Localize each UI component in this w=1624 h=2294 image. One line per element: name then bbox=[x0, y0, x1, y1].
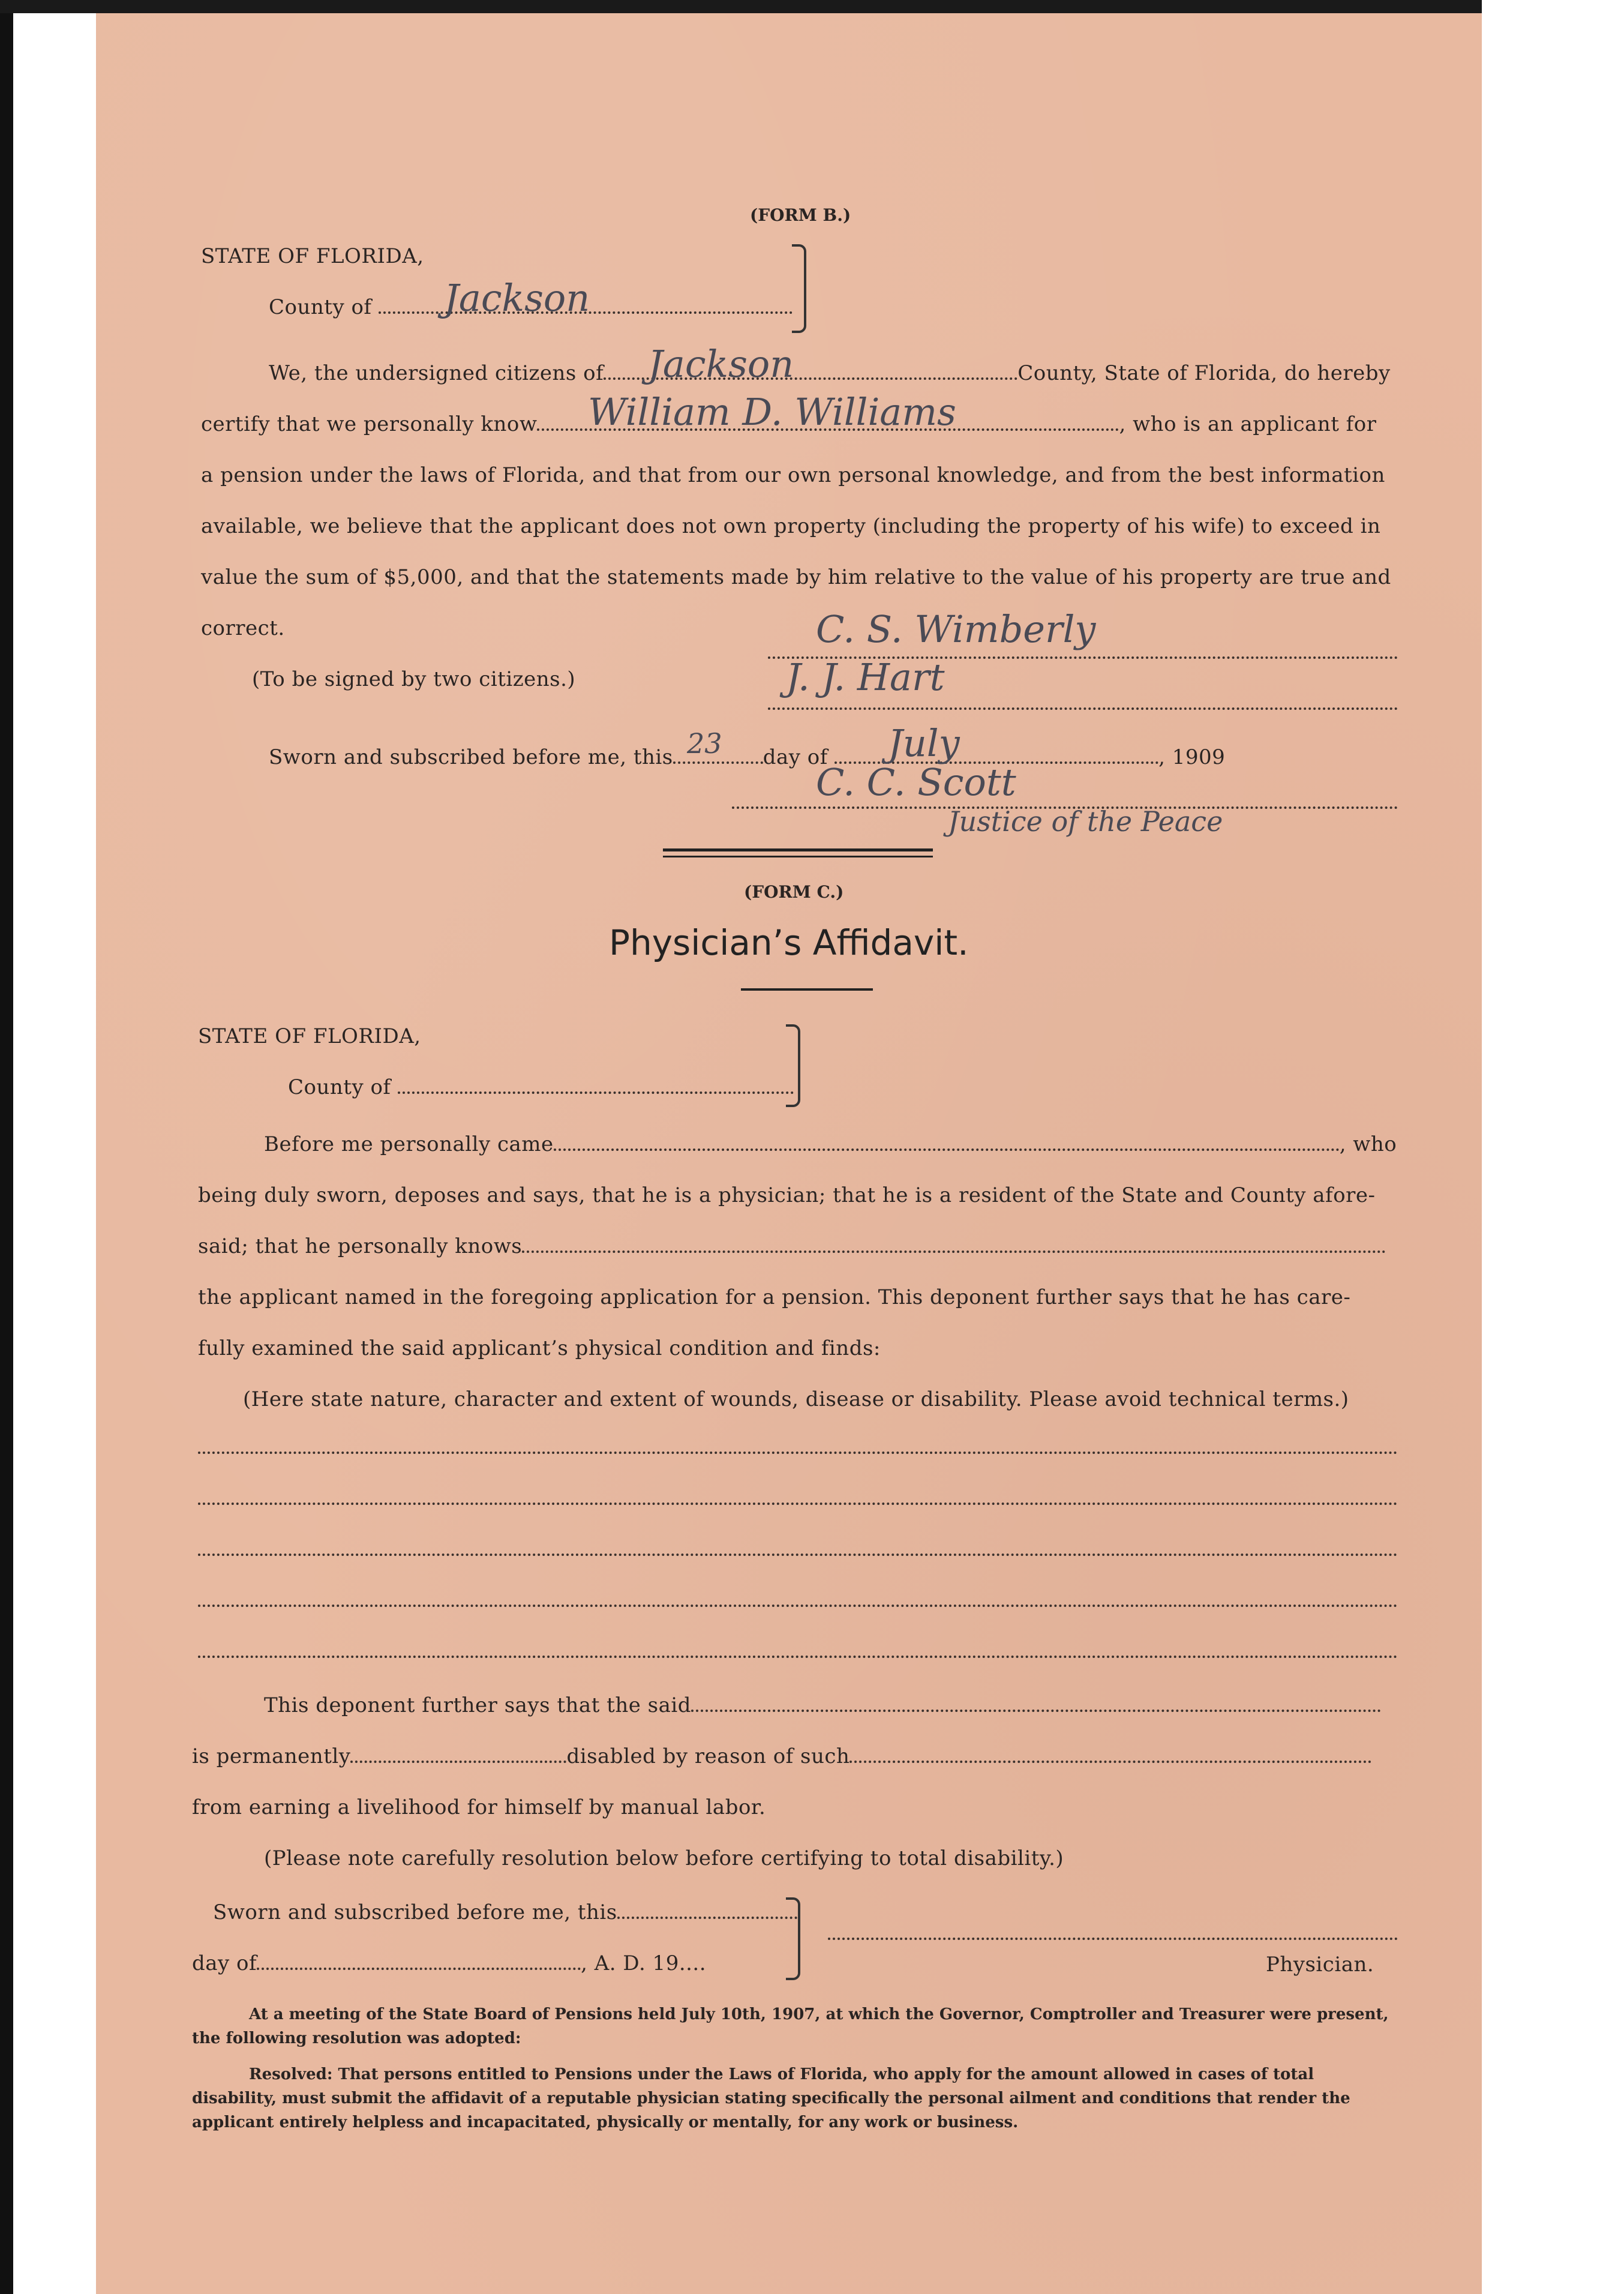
form-c-line2: being duly sworn, deposes and says, that he is a physician; that he is a resident of the State and County afore- bbox=[198, 1183, 1376, 1207]
findings-line-3[interactable] bbox=[198, 1540, 1398, 1558]
form-b-line1-text: We, the undersigned citizens of bbox=[269, 361, 604, 385]
form-c-said-field[interactable] bbox=[691, 1696, 1381, 1712]
form-b-line2-end: , who is an applicant for bbox=[1119, 412, 1377, 436]
form-b-line2-text: certify that we personally know bbox=[201, 412, 538, 436]
form-b-state: STATE OF FLORIDA, bbox=[201, 244, 424, 268]
form-c-line1 bbox=[264, 1132, 1397, 1156]
form-b-county-value: Jackson bbox=[444, 276, 590, 320]
form-c-line8 bbox=[192, 1744, 1371, 1768]
form-b-signer-note: (To be signed by two citizens.) bbox=[252, 667, 576, 691]
resolution-note: Resolved: That persons entitled to Pensions under the Laws of Florida, who apply for the amount allowed in cases of total disability, must submit the affidavit of a reputable physician stating specifically the personal ailment and conditions that render the applicant entirely helpless and incapacitated, physically or mentally, for any work or business. bbox=[192, 2065, 1350, 2131]
title-underline bbox=[741, 988, 873, 991]
form-c-line9: from earning a livelihood for himself by manual labor. bbox=[192, 1795, 766, 1819]
form-b-brace bbox=[792, 244, 806, 333]
form-c-line6: (Here state nature, character and extent of wounds, disease or disability. Please avoid technical terms.) bbox=[243, 1387, 1349, 1411]
form-c-line8-mid: disabled by reason of such bbox=[566, 1744, 850, 1768]
form-c-day-of: day of bbox=[192, 1951, 257, 1975]
form-c-line5: fully examined the said applicant’s physical condition and finds: bbox=[198, 1336, 881, 1360]
form-c-line3 bbox=[198, 1234, 1386, 1258]
form-c-day-line bbox=[192, 1951, 706, 1975]
form-c-county-label: County of bbox=[288, 1075, 391, 1099]
form-c-county-field[interactable] bbox=[398, 1078, 794, 1094]
form-b-county-label: County of bbox=[269, 295, 372, 319]
findings-line-2[interactable] bbox=[198, 1489, 1398, 1507]
form-c-line1-end: , who bbox=[1339, 1132, 1397, 1156]
form-c-sworn-line bbox=[213, 1900, 797, 1924]
form-c-physician-name-field[interactable] bbox=[554, 1135, 1340, 1151]
divider-rule-bottom bbox=[663, 856, 933, 857]
form-b-year-prefix: , 19 bbox=[1158, 745, 1199, 769]
form-b-day-value: 23 bbox=[687, 727, 722, 760]
findings-line-5[interactable] bbox=[198, 1642, 1398, 1660]
form-c-line10: (Please note carefully resolution below before certifying to total disability.) bbox=[264, 1846, 1064, 1870]
form-c-line3-text: said; that he personally knows bbox=[198, 1234, 523, 1258]
document-sheet bbox=[96, 13, 1482, 2294]
form-b-line1-end: County, State of Florida, do hereby bbox=[1017, 361, 1391, 385]
form-b-sworn-line bbox=[269, 745, 1225, 769]
form-c-line7-text: This deponent further says that the said bbox=[264, 1693, 692, 1717]
findings-line-1[interactable] bbox=[198, 1438, 1398, 1456]
physicians-affidavit-title: Physician’s Affidavit. bbox=[609, 922, 969, 963]
form-c-line4: the applicant named in the foregoing application for a pension. This deponent further says that he has care- bbox=[198, 1285, 1351, 1309]
form-b-applicant-value: William D. Williams bbox=[588, 390, 956, 434]
form-c-county-line bbox=[288, 1075, 794, 1099]
form-c-month-field[interactable] bbox=[257, 1954, 581, 1970]
form-b-line6: correct. bbox=[201, 616, 285, 640]
scan-border-top bbox=[0, 0, 1482, 13]
findings-line-4[interactable] bbox=[198, 1591, 1398, 1609]
form-c-line8-text: is permanently bbox=[192, 1744, 351, 1768]
signature-2: J. J. Hart bbox=[786, 655, 945, 699]
board-meeting-note: At a meeting of the State Board of Pensions held July 10th, 1907, at which the Governor, Comptroller and Treasurer were present, the following resolution was adopted: bbox=[192, 2005, 1389, 2047]
form-c-sworn-day-field[interactable] bbox=[617, 1903, 797, 1919]
form-c-degree-field[interactable] bbox=[350, 1747, 566, 1763]
scan-border-left bbox=[0, 0, 13, 2294]
form-b-label: (FORM B.) bbox=[750, 205, 851, 225]
form-c-sworn-text: Sworn and subscribed before me, this bbox=[213, 1900, 617, 1924]
form-b-day-of: day of bbox=[763, 745, 828, 769]
form-b-line1 bbox=[269, 361, 1391, 385]
form-b-line3: a pension under the laws of Florida, and that from our own personal knowledge, and from the best information bbox=[201, 463, 1385, 487]
form-c-line7 bbox=[264, 1693, 1381, 1717]
officer-signature: C. C. Scott bbox=[816, 760, 1016, 804]
form-c-state: STATE OF FLORIDA, bbox=[198, 1024, 421, 1048]
form-c-brace bbox=[786, 1024, 800, 1107]
officer-title: Justice of the Peace bbox=[948, 805, 1223, 838]
signature-1: C. S. Wimberly bbox=[816, 607, 1096, 651]
form-b-year-value: 09 bbox=[1199, 745, 1226, 769]
form-c-sworn-brace bbox=[786, 1897, 800, 1980]
form-c-applicant-field[interactable] bbox=[522, 1237, 1386, 1253]
form-c-line1-text: Before me personally came bbox=[264, 1132, 554, 1156]
divider-rule-top bbox=[663, 848, 933, 851]
form-c-label: (FORM C.) bbox=[744, 882, 844, 902]
form-c-reason-field[interactable] bbox=[849, 1747, 1371, 1763]
form-c-year-text: , A. D. 19.... bbox=[581, 1951, 707, 1975]
form-b-citizens-county-value: Jackson bbox=[648, 342, 794, 386]
form-b-line4: available, we believe that the applicant does not own property (including the property of his wife) to exceed in bbox=[201, 514, 1381, 538]
physician-signature-line[interactable] bbox=[828, 1924, 1398, 1942]
form-b-sworn-text: Sworn and subscribed before me, this bbox=[269, 745, 673, 769]
form-b-line5: value the sum of $5,000, and that the statements made by him relative to the value of his property are true and bbox=[201, 565, 1391, 589]
physician-label: Physician. bbox=[1266, 1953, 1374, 1977]
form-b-month-value: July bbox=[888, 721, 960, 765]
